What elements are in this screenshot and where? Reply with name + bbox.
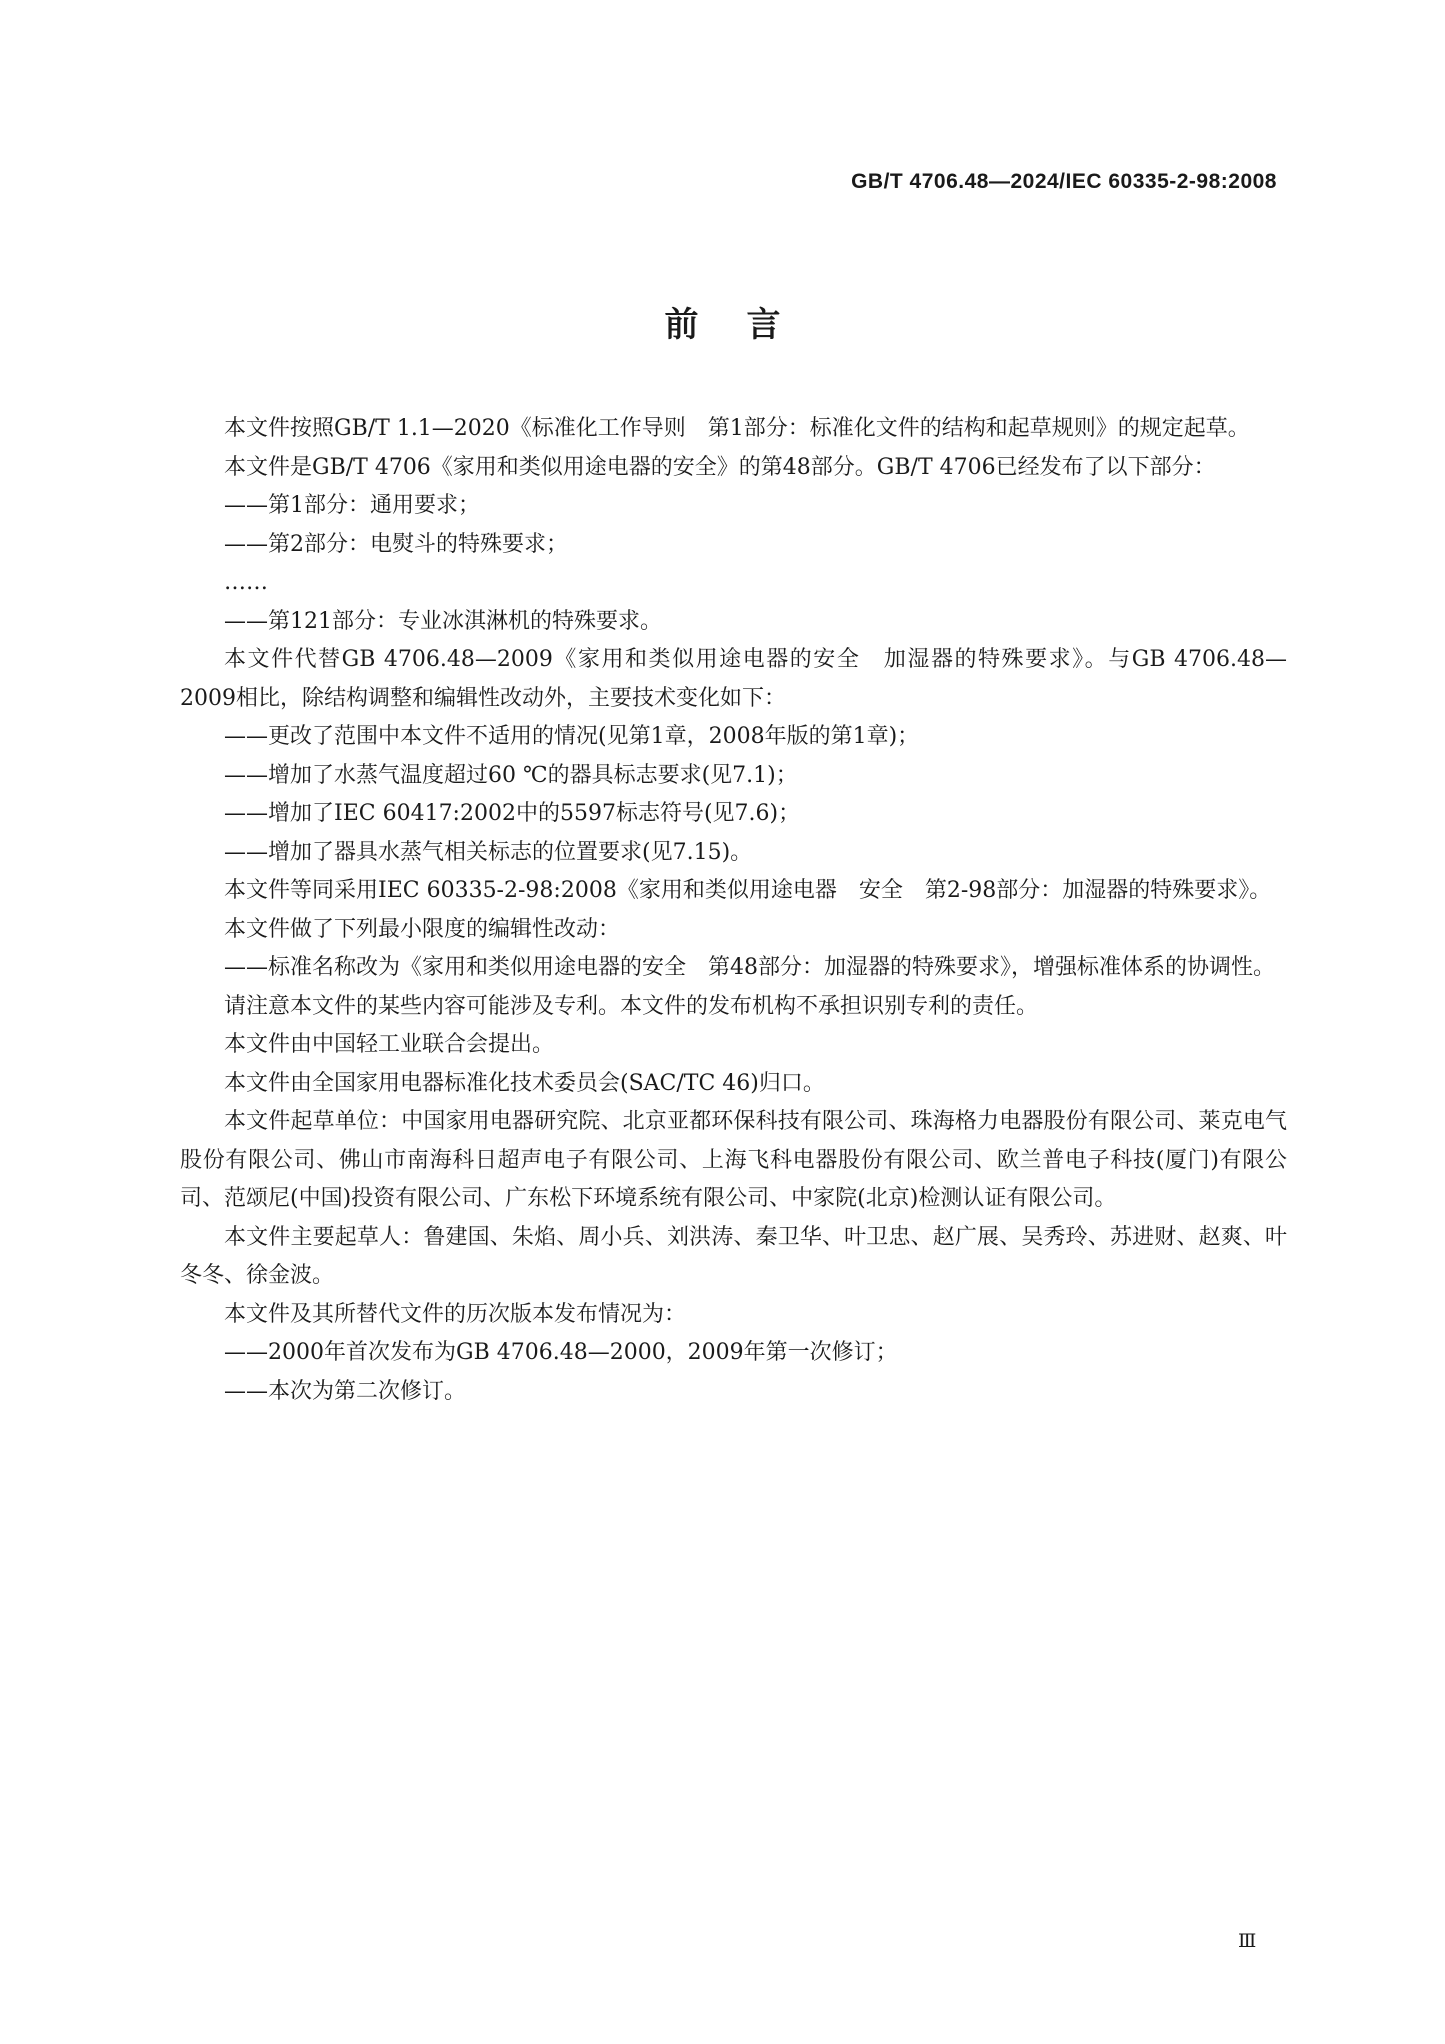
- document-code: GB/T 4706.48—2024/IEC 60335-2-98:2008: [851, 170, 1277, 193]
- list-item-text: 增加了器具水蒸气相关标志的位置要求(见7.15)。: [268, 839, 753, 865]
- dash-mark: ——: [224, 762, 268, 788]
- dash-mark: ——: [224, 608, 268, 634]
- dash-mark: ——: [224, 955, 268, 980]
- document-body: [180, 410, 1287, 1411]
- list-item-change-4: [180, 834, 1287, 873]
- paragraph-iec-adoption: 本文件等同采用IEC 60335-2-98:2008《家用和类似用途电器 安全 第2-98部分：加湿器的特殊要求》。: [224, 878, 1272, 903]
- paragraph-drafters: 本文件主要起草人：鲁建国、朱焰、周小兵、刘洪涛、秦卫华、叶卫忠、赵广展、吴秀玲、苏进财、赵爽、叶冬冬、徐金波。: [180, 1224, 1287, 1288]
- paragraph-series-part: 本文件是GB/T 4706《家用和类似用途电器的安全》的第48部分。GB/T 4706已经发布了以下部分：: [224, 454, 1216, 480]
- list-item-text: 第2部分：电熨斗的特殊要求；: [268, 531, 568, 557]
- list-item-part-2: [180, 526, 1287, 565]
- list-item-part-1: [180, 487, 1287, 526]
- list-item-change-2: [180, 757, 1287, 796]
- list-item-editorial-1: [180, 949, 1287, 988]
- list-item-text: 增加了水蒸气温度超过60 ℃的器具标志要求(见7.1)；: [268, 762, 798, 788]
- list-ellipsis: ……: [224, 570, 268, 595]
- dash-mark: ——: [224, 493, 268, 518]
- list-item-text: 本次为第二次修订。: [268, 1378, 467, 1404]
- paragraph-replacement: 本文件代替GB 4706.48—2009《家用和类似用途电器的安全 加湿器的特殊要求》。与GB 4706.48—2009相比，除结构调整和编辑性改动外，主要技术变化如下：: [180, 647, 1287, 711]
- list-item-text: 第121部分：专业冰淇淋机的特殊要求。: [268, 608, 662, 634]
- paragraph-editorial-changes: 本文件做了下列最小限度的编辑性改动：: [224, 916, 621, 942]
- paragraph-drafting-basis: 本文件按照GB/T 1.1—2020《标准化工作导则 第1部分：标准化文件的结构和起草规则》的规定起草。: [224, 416, 1250, 441]
- list-item-text: 第1部分：通用要求；: [268, 493, 480, 518]
- dash-mark: ——: [224, 531, 268, 557]
- paragraph-proposer: 本文件由中国轻工业联合会提出。: [224, 1032, 555, 1057]
- dash-mark: ——: [224, 1340, 268, 1365]
- list-item-text: 更改了范围中本文件不适用的情况(见第1章，2008年版的第1章)；: [268, 724, 920, 749]
- list-item-history-1: [180, 1334, 1287, 1373]
- page-title: 前言: [664, 305, 829, 345]
- list-item-change-1: [180, 718, 1287, 757]
- list-item-history-2: [180, 1373, 1287, 1412]
- paragraph-committee: 本文件由全国家用电器标准化技术委员会(SAC/TC 46)归口。: [224, 1070, 825, 1096]
- list-item-text: 标准名称改为《家用和类似用途电器的安全 第48部分：加湿器的特殊要求》，增强标准体系的协调性。: [268, 955, 1275, 980]
- page-number: Ⅲ: [1238, 1931, 1257, 1952]
- dash-mark: ——: [224, 1378, 268, 1404]
- paragraph-version-history: 本文件及其所替代文件的历次版本发布情况为：: [224, 1301, 687, 1327]
- list-item-part-121: [180, 603, 1287, 642]
- dash-mark: ——: [224, 724, 268, 749]
- dash-mark: ——: [224, 839, 268, 865]
- paragraph-patent-notice: 请注意本文件的某些内容可能涉及专利。本文件的发布机构不承担识别专利的责任。: [224, 993, 1039, 1019]
- paragraph-drafting-units: 本文件起草单位：中国家用电器研究院、北京亚都环保科技有限公司、珠海格力电器股份有限公司、莱克电气股份有限公司、佛山市南海科日超声电子有限公司、上海飞科电器股份有限公司、欧兰普电子科技(厦门)有限公司、范颂尼(中国)投资有限公司、广东松下环境系统有限公司、中家院(北京)检测认证有限公司。: [180, 1109, 1287, 1211]
- dash-mark: ——: [224, 801, 268, 826]
- list-item-text: 增加了IEC 60417:2002中的5597标志符号(见7.6)；: [268, 801, 801, 826]
- list-item-change-3: [180, 795, 1287, 834]
- list-item-text: 2000年首次发布为GB 4706.48—2000，2009年第一次修订；: [268, 1340, 898, 1365]
